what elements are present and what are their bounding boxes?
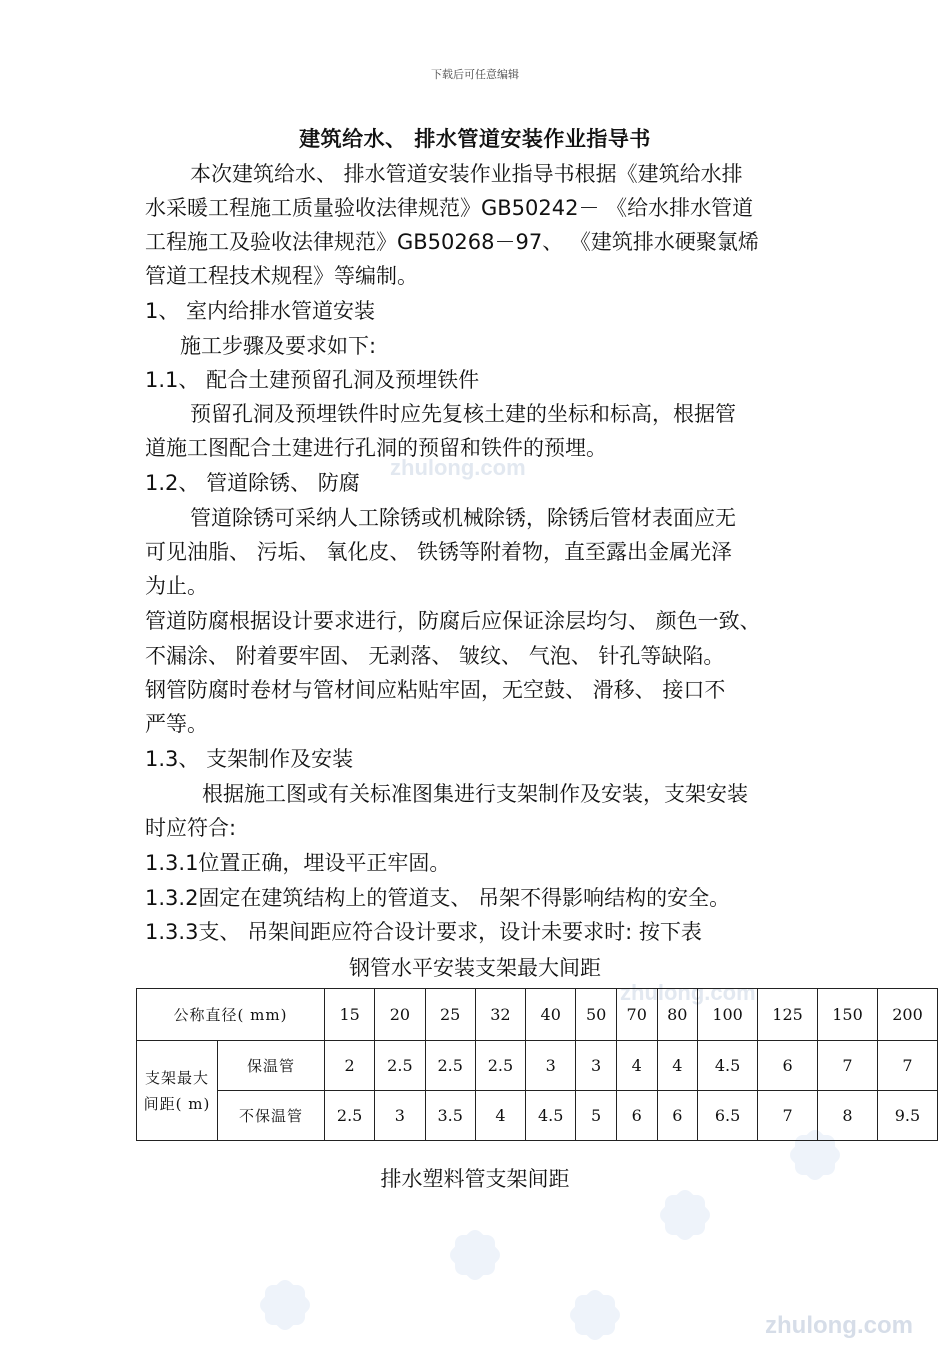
body-line: 施工步骤及要求如下: xyxy=(180,334,377,358)
body-line: 水采暖工程施工质量验收法律规范》GB50242－ 《给水排水管道 xyxy=(145,196,754,220)
value-cell: 4 xyxy=(657,1041,698,1091)
value-cell: 4 xyxy=(616,1041,657,1091)
watermark-text: zhulong.com xyxy=(390,455,526,480)
group-label xyxy=(137,1041,218,1141)
value-cell: 2 xyxy=(325,1041,375,1091)
body-line: 钢管防腐时卷材与管材间应粘贴牢固，无空鼓、 滑移、 接口不 xyxy=(145,678,726,702)
diameter-cell: 25 xyxy=(425,989,475,1041)
body-line: 为止。 xyxy=(145,574,208,598)
section-heading: 1.1、 配合土建预留孔洞及预埋铁件 xyxy=(145,368,480,392)
body-line: 根据施工图或有关标准图集进行支架制作及安装，支架安装 xyxy=(202,782,748,806)
watermark-logo-icon xyxy=(440,1220,510,1290)
diameter-cell: 100 xyxy=(698,989,758,1041)
body-line: 1.3.1位置正确，埋设平正牢固。 xyxy=(145,851,451,875)
value-cell: 6 xyxy=(616,1091,657,1141)
watermark-logo-icon xyxy=(560,1280,630,1350)
value-cell: 3 xyxy=(526,1041,576,1091)
value-cell: 5 xyxy=(576,1091,617,1141)
value-cell: 2.5 xyxy=(475,1041,525,1091)
header-note: 下载后可任意编辑 xyxy=(431,68,519,81)
table-row xyxy=(137,1091,938,1141)
value-cell: 3 xyxy=(375,1091,425,1141)
value-cell: 2.5 xyxy=(375,1041,425,1091)
body-line: 工程施工及验收法律规范》GB50268－97、 《建筑排水硬聚氯烯 xyxy=(145,230,759,254)
value-cell: 2.5 xyxy=(425,1041,475,1091)
section-heading: 1、 室内给排水管道安装 xyxy=(145,299,376,323)
document-title: 建筑给水、 排水管道安装作业指导书 xyxy=(299,127,651,151)
table-header-row xyxy=(137,989,938,1041)
body-line: 道施工图配合土建进行孔洞的预留和铁件的预埋。 xyxy=(145,436,607,460)
diameter-cell: 150 xyxy=(818,989,878,1041)
watermark-text: zhulong.com xyxy=(765,1312,913,1339)
body-line: 管道除锈可采纳人工除锈或机械除锈，除锈后管材表面应无 xyxy=(190,506,736,530)
value-cell: 2.5 xyxy=(325,1091,375,1141)
value-cell: 3.5 xyxy=(425,1091,475,1141)
value-cell: 7 xyxy=(818,1041,878,1091)
value-cell: 7 xyxy=(877,1041,937,1091)
table-caption: 钢管水平安装支架最大间距 xyxy=(349,956,601,980)
section-heading: 1.2、 管道除锈、 防腐 xyxy=(145,471,360,495)
value-cell: 6 xyxy=(758,1041,818,1091)
diameter-cell: 80 xyxy=(657,989,698,1041)
diameter-cell: 15 xyxy=(325,989,375,1041)
body-line: 1.3.2固定在建筑结构上的管道支、 吊架不得影响结构的安全。 xyxy=(145,886,731,910)
row-label: 不保温管 xyxy=(218,1091,325,1141)
value-cell: 7 xyxy=(758,1091,818,1141)
watermark-text: zhulong.com xyxy=(620,980,756,1005)
value-cell: 6 xyxy=(657,1091,698,1141)
body-line: 管道防腐根据设计要求进行，防腐后应保证涂层均匀、 颜色一致、 xyxy=(145,609,761,633)
body-line: 不漏涂、 附着要牢固、 无剥落、 皱纹、 气泡、 针孔等缺陷。 xyxy=(145,644,725,668)
value-cell: 9.5 xyxy=(877,1091,937,1141)
body-line: 严等。 xyxy=(145,712,208,736)
value-cell: 3 xyxy=(576,1041,617,1091)
value-cell: 4 xyxy=(475,1091,525,1141)
support-spacing-table xyxy=(136,988,938,1141)
value-cell: 4.5 xyxy=(526,1091,576,1141)
row-label: 保温管 xyxy=(218,1041,325,1091)
diameter-cell: 32 xyxy=(475,989,525,1041)
diameter-cell: 125 xyxy=(758,989,818,1041)
body-line: 可见油脂、 污垢、 氧化皮、 铁锈等附着物，直至露出金属光泽 xyxy=(145,540,733,564)
second-table-caption: 排水塑料管支架间距 xyxy=(380,1167,570,1191)
diameter-cell: 70 xyxy=(616,989,657,1041)
diameter-cell: 20 xyxy=(375,989,425,1041)
diameter-cell: 200 xyxy=(877,989,937,1041)
value-cell: 4.5 xyxy=(698,1041,758,1091)
section-heading: 1.3、 支架制作及安装 xyxy=(145,747,354,771)
body-line: 时应符合: xyxy=(145,816,237,840)
group-label-text: 支架最大间距( m) xyxy=(143,1068,211,1113)
body-line: 本次建筑给水、 排水管道安装作业指导书根据《建筑给水排 xyxy=(190,162,743,186)
diameter-cell: 40 xyxy=(526,989,576,1041)
body-line: 预留孔洞及预埋铁件时应先复核土建的坐标和标高，根据管 xyxy=(190,402,736,426)
body-line: 管道工程技术规程》等编制。 xyxy=(145,264,418,288)
header-label: 公称直径( mm) xyxy=(137,989,325,1041)
diameter-cell: 50 xyxy=(576,989,617,1041)
watermark-logo-icon xyxy=(250,1270,320,1340)
value-cell: 6.5 xyxy=(698,1091,758,1141)
table-row xyxy=(137,1041,938,1091)
body-line: 1.3.3支、 吊架间距应符合设计要求，设计未要求时: 按下表 xyxy=(145,920,702,944)
value-cell: 8 xyxy=(818,1091,878,1141)
